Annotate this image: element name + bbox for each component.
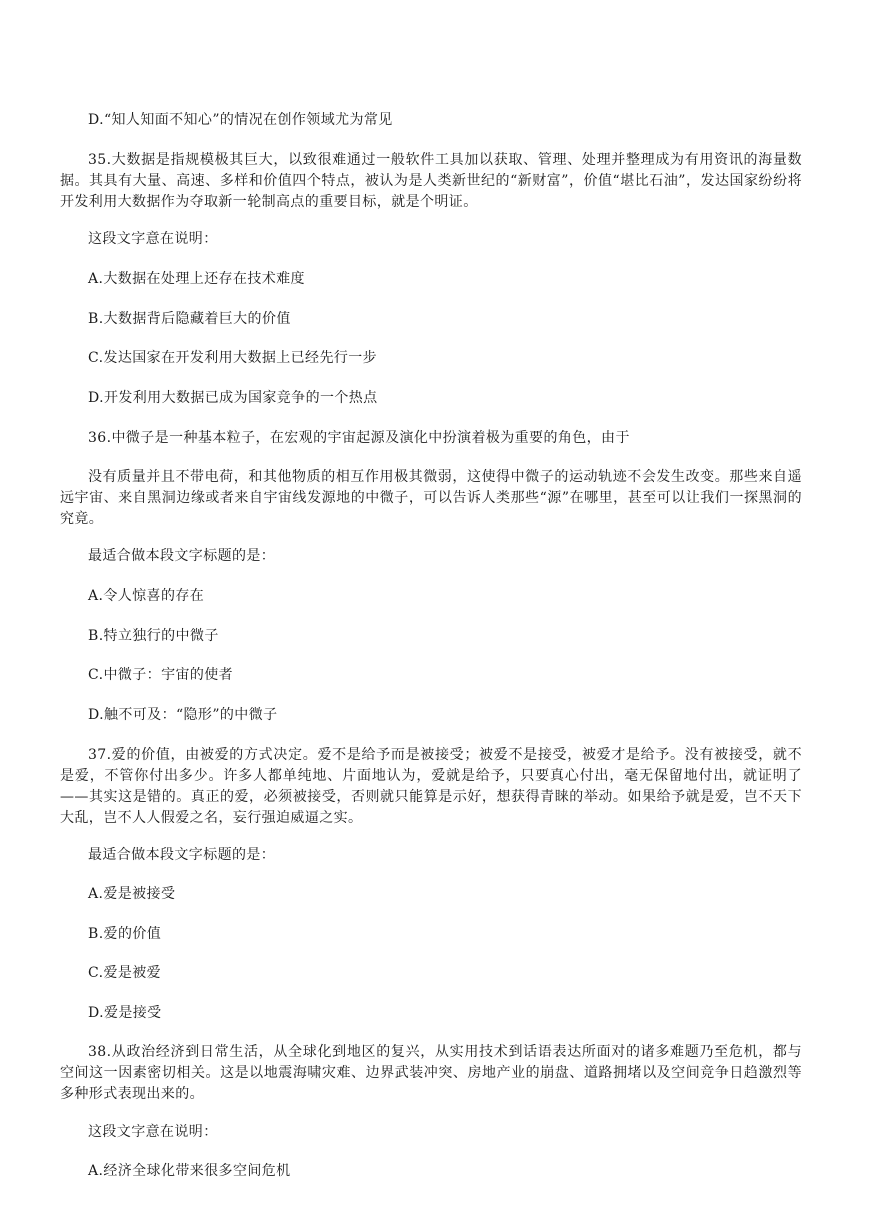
question-36-option-c: C.中微子：宇宙的使者 [88, 667, 234, 683]
question-37-prompt: 最适合做本段文字标题的是： [88, 847, 276, 863]
question-36: 36.中微子是一种基本粒子，在宏观的宇宙起源及演化中扮演着极为重要的角色，由于 [88, 430, 630, 446]
question-37: 37.爱的价值，由被爱的方式决定。爱不是给予而是被接受；被爱不是接受，被爱才是给予。没有被接受，就不是爱，不管你付出多少。许多人都单纯地、片面地认为，爱就是给予，只要真心付出，毫无保留地付出，就证明了——其实这是错的。真正的爱，必须被接受，否则就只能算是示好，想获得青睐的举动。如果给予就是爱，岂不天下大乱，岂不人人假爱之名，妄行强迫威逼之实。 [60, 747, 802, 826]
question-36-option-a: A.令人惊喜的存在 [88, 588, 205, 604]
question-37-option-a: A.爱是被接受 [88, 886, 176, 902]
question-36-option-d: D.触不可及：“隐形”的中微子 [88, 707, 278, 723]
question-36-option-b: B.特立独行的中微子 [88, 628, 219, 644]
question-37-option-b: B.爱的价值 [88, 926, 162, 942]
question-38-prompt: 这段文字意在说明： [88, 1124, 218, 1140]
question-36-continued: 没有质量并且不带电荷，和其他物质的相互作用极其微弱，这使得中微子的运动轨迹不会发生改变。那些来自遥远宇宙、来自黑洞边缘或者来自宇宙线发源地的中微子，可以告诉人类那些“源”在哪里，甚至可以让我们一探黑洞的究竟。 [60, 469, 802, 527]
question-35-option-a: A.大数据在处理上还存在技术难度 [88, 271, 305, 287]
question-35-prompt: 这段文字意在说明： [88, 231, 218, 247]
question-36-prompt: 最适合做本段文字标题的是： [88, 548, 276, 564]
question-35-option-b: B.大数据背后隐藏着巨大的价值 [88, 311, 291, 327]
question-38-option-a: A.经济全球化带来很多空间危机 [88, 1163, 291, 1179]
question-37-option-d: D.爱是接受 [88, 1005, 162, 1021]
question-37-option-c: C.爱是被爱 [88, 965, 162, 981]
question-35: 35.大数据是指规模极其巨大，以致很难通过一般软件工具加以获取、管理、处理并整理成为有用资讯的海量数据。其具有大量、高速、多样和价值四个特点，被认为是人类新世纪的“新财富”，价值“堪比石油”，发达国家纷纷将开发利用大数据作为夺取新一轮制高点的重要目标，就是个明证。 [60, 152, 802, 210]
option-d-prev: D.“知人知面不知心”的情况在创作领域尤为常见 [88, 112, 393, 128]
question-38: 38.从政治经济到日常生活，从全球化到地区的复兴，从实用技术到话语表达所面对的诸多难题乃至危机，都与空间这一因素密切相关。这是以地震海啸灾难、边界武装冲突、房地产业的崩盘、道路拥堵以及空间竞争日趋激烈等多种形式表现出来的。 [60, 1044, 802, 1102]
question-35-option-d: D.开发利用大数据已成为国家竞争的一个热点 [88, 390, 378, 406]
question-35-option-c: C.发达国家在开发利用大数据上已经先行一步 [88, 350, 378, 366]
